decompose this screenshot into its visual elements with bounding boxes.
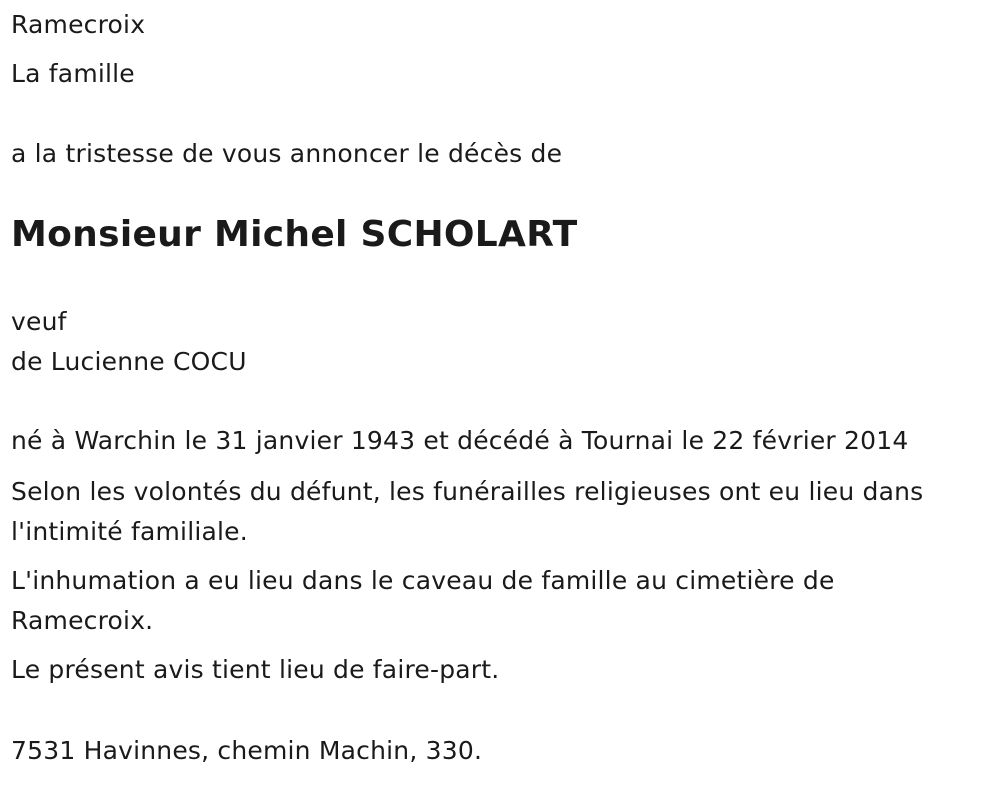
address-line: 7531 Havinnes, chemin Machin, 330. (11, 736, 483, 765)
announcement-line: a la tristesse de vous annoncer le décès de (11, 139, 563, 168)
burial-paragraph: L'inhumation a eu lieu dans le caveau de famille au cimetière de Ramecroix. (11, 566, 835, 635)
family-line: La famille (11, 59, 135, 88)
spouse-line: de Lucienne COCU (11, 347, 247, 376)
place-line: Ramecroix (11, 10, 146, 39)
status-line: veuf (11, 307, 67, 336)
deceased-name: Monsieur Michel SCHOLART (11, 214, 578, 255)
birth-death-line: né à Warchin le 31 janvier 1943 et décédé à Tournai le 22 février 2014 (11, 426, 909, 455)
faire-part-line: Le présent avis tient lieu de faire-part. (11, 655, 500, 684)
funeral-paragraph: Selon les volontés du défunt, les funérailles religieuses ont eu lieu dans l'intimité familiale. (11, 477, 924, 546)
